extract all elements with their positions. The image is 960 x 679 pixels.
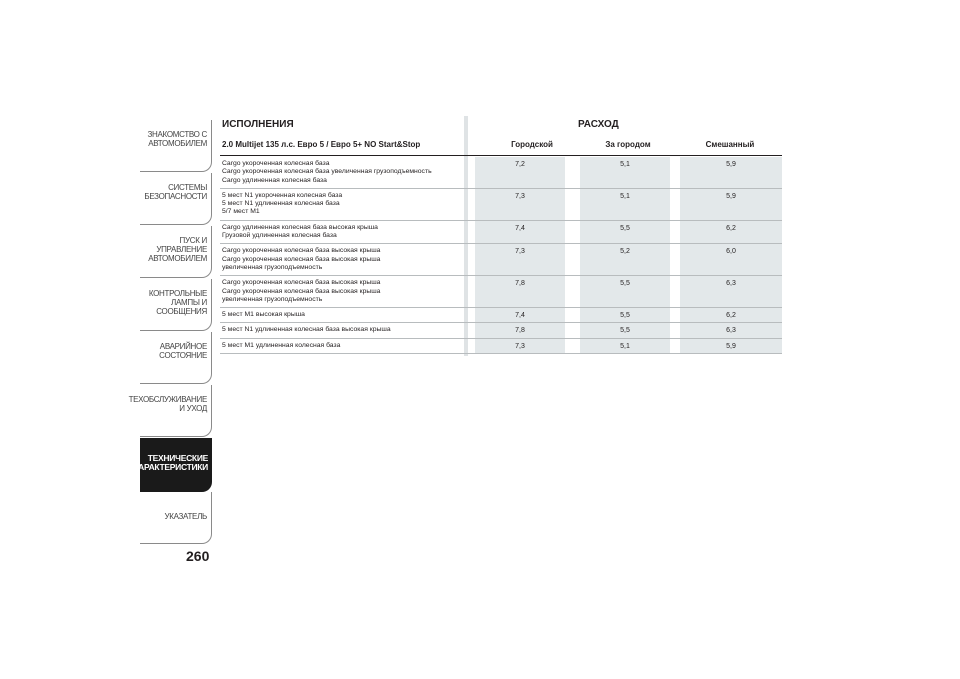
combined-value: 5,9 [680, 339, 782, 353]
city-value: 7,3 [475, 189, 565, 220]
version-cell: 5 мест N1 удлиненная колесная база высокая крыша [222, 326, 391, 334]
city-value: 7,2 [475, 157, 565, 188]
combined-value: 6,2 [680, 308, 782, 322]
tab-emergency[interactable] [140, 332, 212, 384]
column-header-combined: Смешанный [705, 140, 755, 149]
extra-urban-value: 5,1 [580, 339, 670, 353]
version-cell: Cargo удлиненная колесная база высокая крыша Грузовой удлиненная колесная база [222, 223, 378, 240]
version-cell: Cargo укороченная колесная база высокая крыша Cargo укороченная колесная база высокая крыша увеличенная грузоподъемность [222, 247, 381, 271]
table-subheader [220, 140, 782, 156]
city-value: 7,3 [475, 244, 565, 275]
version-cell: 5 мест N1 укороченная колесная база 5 мест N1 удлиненная колесная база 5/7 мест M1 [222, 191, 343, 216]
city-value: 7,3 [475, 339, 565, 353]
tab-index[interactable] [140, 492, 212, 544]
version-cell: 5 мест M1 высокая крыша [222, 311, 305, 319]
combined-value: 6,3 [680, 323, 782, 337]
version-cell: Cargo укороченная колесная база Cargo укороченная колесная база увеличенная грузоподъемность Cargo удлиненная колесная база [222, 160, 432, 184]
engine-title: 2.0 Multijet 135 л.с. Евро 5 / Евро 5+ NO Start&Stop [222, 140, 421, 149]
tab-label: ТЕХОБСЛУЖИВАНИЕ И УХОД [128, 395, 207, 413]
table-header [220, 116, 782, 134]
extra-urban-value: 5,5 [580, 221, 670, 244]
table-row [220, 276, 782, 308]
combined-value: 5,9 [680, 189, 782, 220]
city-value: 7,8 [475, 323, 565, 337]
tab-starting-driving[interactable] [140, 226, 212, 278]
city-value: 7,8 [475, 276, 565, 307]
table-row [220, 221, 782, 245]
table-row [220, 339, 782, 354]
consumption-heading: РАСХОД [578, 119, 619, 130]
versions-heading: ИСПОЛНЕНИЯ [222, 119, 294, 130]
combined-value: 6,3 [680, 276, 782, 307]
tab-label: СИСТЕМЫ БЕЗОПАСНОСТИ [144, 183, 207, 201]
extra-urban-value: 5,5 [580, 323, 670, 337]
combined-value: 5,9 [680, 157, 782, 188]
table-row [220, 323, 782, 338]
table-row [220, 244, 782, 276]
table-body [220, 157, 782, 354]
tab-technical-specs[interactable] [132, 438, 212, 492]
city-value: 7,4 [475, 221, 565, 244]
tab-getting-to-know[interactable] [140, 120, 212, 172]
extra-urban-value: 5,5 [580, 276, 670, 307]
city-value: 7,4 [475, 308, 565, 322]
header-rule [220, 155, 782, 156]
tab-label: КОНТРОЛЬНЫЕ ЛАМПЫ И СООБЩЕНИЯ [148, 289, 207, 316]
tab-safety-systems[interactable] [140, 173, 212, 225]
extra-urban-value: 5,1 [580, 157, 670, 188]
column-header-extra-urban: За городом [605, 140, 651, 149]
table-row [220, 157, 782, 189]
table-row [220, 308, 782, 323]
tab-label: УКАЗАТЕЛЬ [164, 512, 207, 521]
extra-urban-value: 5,5 [580, 308, 670, 322]
combined-value: 6,2 [680, 221, 782, 244]
page-number: 260 [186, 548, 210, 564]
tab-warning-lights[interactable] [140, 279, 212, 331]
table-row [220, 189, 782, 221]
extra-urban-value: 5,2 [580, 244, 670, 275]
tab-label: ТЕХНИЧЕСКИЕ ХАРАКТЕРИСТИКИ [132, 453, 208, 472]
tab-label: ЗНАКОМСТВО С АВТОМОБИЛЕМ [147, 130, 207, 148]
tab-label: АВАРИЙНОЕ СОСТОЯНИЕ [159, 342, 207, 360]
version-cell: 5 мест M1 удлиненная колесная база [222, 341, 341, 349]
version-cell: Cargo укороченная колесная база высокая крыша Cargo укороченная колесная база высокая крыша увеличенная грузоподъемность [222, 279, 381, 303]
tab-label: ПУСК И УПРАВЛЕНИЕ АВТОМОБИЛЕМ [148, 236, 207, 263]
extra-urban-value: 5,1 [580, 189, 670, 220]
combined-value: 6,0 [680, 244, 782, 275]
column-header-city: Городской [511, 140, 553, 149]
tab-maintenance[interactable] [128, 385, 212, 437]
